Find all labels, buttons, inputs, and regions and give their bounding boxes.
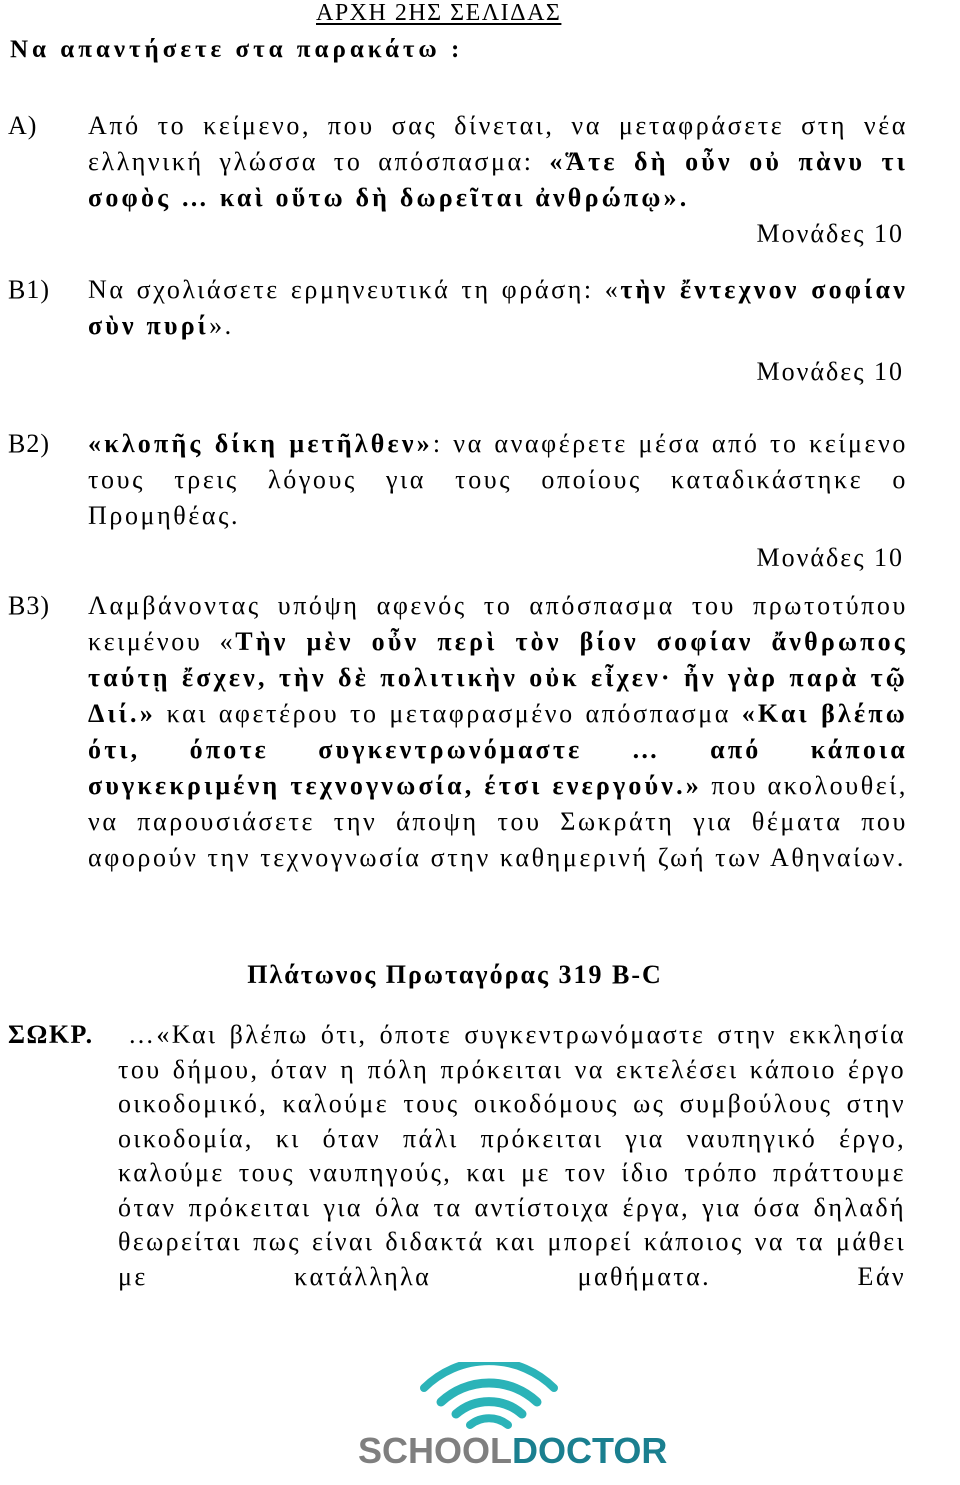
schooldoctor-logo [358, 1362, 668, 1480]
question-text [88, 108, 908, 216]
question-text-part: Λαμβάνοντας υπόψη αφενός το απόσπασμα του πρωτοτύπου κειμένου « [88, 591, 908, 656]
question-text-part: : να αναφέρετε μέσα από το κείμενο τους τρεις λόγους για τους οποίους καταδικάστηκε ο Προμηθέας. [88, 429, 908, 530]
question-text [88, 426, 908, 534]
question-text-part: «Ἅτε δὴ οὖν οὐ πὰνυ τι σοφὸς … καὶ οὕτω δὴ δωρεῖται ἀνθρώπῳ». [88, 147, 909, 212]
question-text [88, 272, 908, 344]
wifi-signal-icon [358, 1362, 620, 1432]
question-number: Α) [8, 111, 38, 140]
logo-word-doctor: DOCTOR [512, 1430, 668, 1471]
question-text-part: Να σχολιάσετε ερμηνευτικά τη φράση: « [88, 275, 621, 304]
points-label: Μονάδες 10 [756, 219, 904, 248]
question-b3 [8, 588, 908, 876]
question-number: Β1) [8, 275, 50, 304]
speaker-label: ΣΩΚΡ. [8, 1020, 94, 1049]
points-label: Μονάδες 10 [756, 543, 904, 572]
passage-text: …«Και βλέπω ότι, όποτε συγκεντρωνόμαστε στην εκκλησία του δήμου, όταν η πόλη πρόκειται να εκτελέσει κάποιο έργο οικοδομικό, καλούμε τους οικοδόμους ως συμβούλους στην οικοδομία, κι όταν πάλι πρόκειται για ναυπηγικό έργο, καλούμε τους ναυπηγούς, και με τον ίδιο τρόπο πράττουμε όταν πρόκειται για όλα τα αντίστοιχα έργα, για όσα δηλαδή θεωρείται πως είναι διδακτά και μπορεί κάποιος να τα μάθει με κατάλληλα μαθήματα. Εάν [118, 1020, 906, 1291]
question-text-part: ». [209, 311, 234, 340]
page-header: ΑΡΧΗ 2ΗΣ ΣΕΛΙΔΑΣ [316, 0, 562, 26]
question-text-part: «κλοπῆς δίκη μετῆλθεν» [88, 429, 433, 458]
question-number: Β2) [8, 429, 50, 458]
question-text [88, 588, 908, 876]
question-a [8, 108, 908, 252]
source-passage [8, 1018, 906, 1294]
points-label: Μονάδες 10 [756, 357, 904, 386]
question-text-part: και αφετέρου το μεταφρασμένο απόσπασμα [155, 699, 742, 728]
logo-word-school: SCHOOL [358, 1430, 513, 1471]
question-text-part: Από το κείμενο, που σας δίνεται, να μεταφράσετε στη νέα ελληνική γλώσσα το απόσπασμα: [88, 111, 908, 176]
question-b1 [8, 272, 908, 390]
question-b2 [8, 426, 908, 576]
question-text-part: τὴν ἔντεχνον σοφίαν σὺν πυρί [88, 275, 909, 340]
question-text-part: «Και βλέπω ότι, όποτε συγκεντρωνόμαστε … από κάποια συγκεκριμένη τεχνογνωσία, έτσι ενεργούν.» [88, 699, 908, 800]
question-text-part: που ακολουθεί, να παρουσιάσετε την άποψη του Σωκράτη για θέματα που αφορούν την τεχνογνωσία στην καθημερινή ζωή των Αθηναίων. [88, 771, 908, 872]
question-text-part: Τὴν μὲν οὖν περὶ τὸν βίον σοφίαν ἄνθρωπος ταύτῃ ἔσχεν, τὴν δὲ πολιτικὴν οὐκ εἶχεν· ἦν γὰρ παρὰ τῷ Διί.» [88, 627, 908, 728]
source-title: Πλάτωνος Πρωταγόρας 319 Β-C [247, 960, 663, 989]
instruction-heading: Να απαντήσετε στα παρακάτω : [10, 36, 464, 63]
question-number: Β3) [8, 591, 50, 620]
logo-wordmark [358, 1430, 668, 1472]
